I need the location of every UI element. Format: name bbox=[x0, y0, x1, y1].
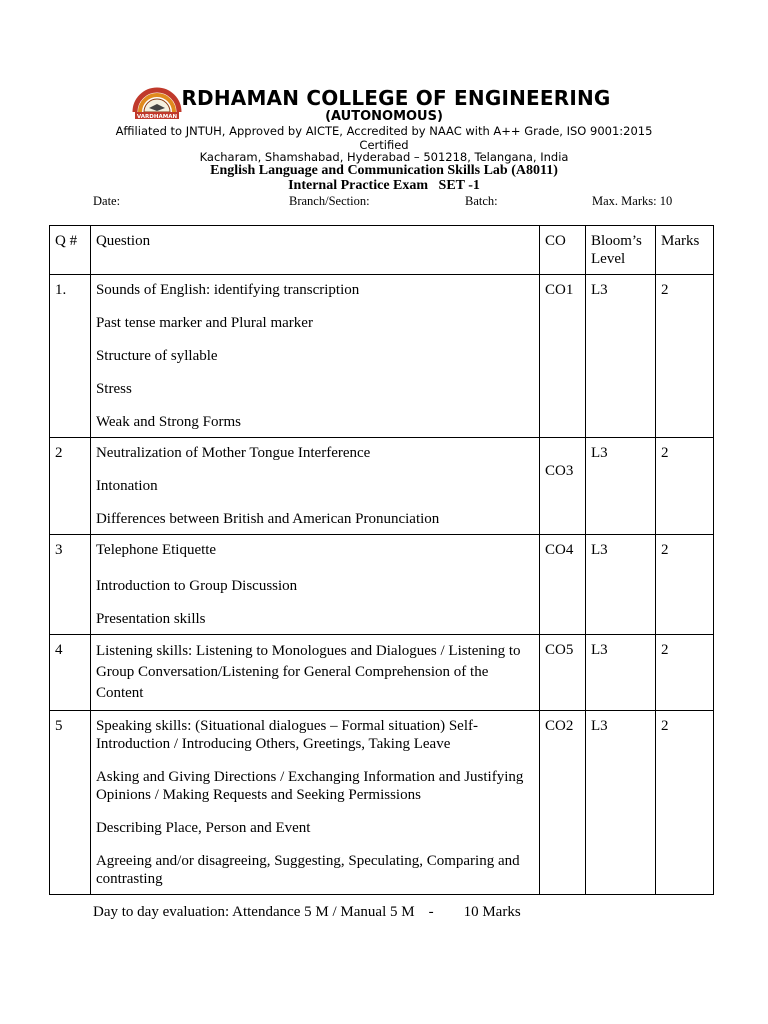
table-row bbox=[50, 635, 714, 711]
topic: Describing Place, Person and Event bbox=[95, 820, 311, 836]
row-number: 3 bbox=[50, 535, 91, 635]
evaluation-text: Day to day evaluation: Attendance 5 M / Manual 5 M bbox=[93, 904, 415, 920]
table-row bbox=[50, 535, 714, 635]
row-marks: 2 bbox=[655, 438, 713, 535]
evaluation-dash: - bbox=[428, 904, 434, 920]
exam-title: Internal Practice Exam SET -1 bbox=[288, 178, 480, 193]
college-name: RDHAMAN COLLEGE OF ENGINEERING bbox=[181, 86, 611, 110]
table-row bbox=[50, 438, 714, 535]
row-question bbox=[90, 275, 539, 438]
row-number: 1. bbox=[50, 275, 91, 438]
question-table bbox=[49, 225, 714, 895]
row-marks: 2 bbox=[655, 711, 713, 895]
topic: Speaking skills: (Situational dialogues – Formal situation) Self-Introduction / Introducing Others, Greetings, Taking Leave bbox=[95, 718, 478, 752]
row-bloom: L3 bbox=[586, 275, 656, 438]
table-header-row bbox=[50, 226, 714, 275]
row-question bbox=[90, 635, 539, 711]
affiliation bbox=[0, 124, 768, 152]
topic: Neutralization of Mother Tongue Interference bbox=[95, 445, 371, 461]
batch-label: Batch: bbox=[465, 194, 498, 208]
row-co: CO1 bbox=[540, 275, 586, 438]
header-q: Q # bbox=[50, 226, 91, 275]
row-question bbox=[90, 711, 539, 895]
topic: Sounds of English: identifying transcription bbox=[95, 282, 360, 298]
row-co: CO5 bbox=[540, 635, 586, 711]
header-question: Question bbox=[90, 226, 539, 275]
topic: Introduction to Group Discussion bbox=[95, 578, 298, 594]
affiliation-line-1: Affiliated to JNTUH, Approved by AICTE, Accredited by NAAC with A++ Grade, ISO 9001:2015 bbox=[115, 124, 653, 138]
row-question bbox=[90, 438, 539, 535]
date-label: Date: bbox=[93, 194, 121, 208]
affiliation-line-2: Certified bbox=[359, 138, 409, 152]
row-co: CO4 bbox=[540, 535, 586, 635]
topic: Listening skills: Listening to Monologues and Dialogues / Listening to Group Conversation/Listening for General Comprehension of the Content bbox=[95, 643, 521, 701]
topic: Structure of syllable bbox=[95, 348, 218, 364]
evaluation-total: 10 Marks bbox=[463, 904, 521, 920]
topic: Intonation bbox=[95, 478, 158, 494]
max-marks-label: Max. Marks: 10 bbox=[592, 194, 673, 208]
topic: Telephone Etiquette bbox=[95, 542, 217, 558]
row-number: 4 bbox=[50, 635, 91, 711]
table-row bbox=[50, 711, 714, 895]
row-marks: 2 bbox=[655, 275, 713, 438]
table-row bbox=[50, 275, 714, 438]
branch-label: Branch/Section: bbox=[289, 194, 370, 208]
row-number: 5 bbox=[50, 711, 91, 895]
header-marks: Marks bbox=[655, 226, 713, 275]
row-number: 2 bbox=[50, 438, 91, 535]
autonomous-label: (AUTONOMOUS) bbox=[325, 109, 443, 124]
topic: Differences between British and American Pronunciation bbox=[95, 511, 440, 527]
topic: Stress bbox=[95, 381, 132, 397]
row-bloom: L3 bbox=[586, 635, 656, 711]
address: Kacharam, Shamshabad, Hyderabad – 501218, Telangana, India bbox=[199, 150, 569, 164]
row-co: CO3 bbox=[540, 438, 586, 535]
topic: Agreeing and/or disagreeing, Suggesting, Speculating, Comparing and contrasting bbox=[95, 853, 520, 887]
topic: Presentation skills bbox=[95, 611, 206, 627]
row-bloom: L3 bbox=[586, 711, 656, 895]
topic: Past tense marker and Plural marker bbox=[95, 315, 313, 331]
row-co: CO2 bbox=[540, 711, 586, 895]
svg-text:VARDHAMAN: VARDHAMAN bbox=[136, 114, 178, 120]
topic: Asking and Giving Directions / Exchanging Information and Justifying Opinions / Making Requests and Seeking Permissions bbox=[95, 769, 524, 803]
header-bloom: Bloom’s Level bbox=[586, 226, 656, 275]
lab-title: English Language and Communication Skills Lab (A8011) bbox=[210, 163, 558, 178]
evaluation-footer bbox=[93, 904, 521, 921]
row-bloom: L3 bbox=[586, 438, 656, 535]
row-marks: 2 bbox=[655, 535, 713, 635]
row-question bbox=[90, 535, 539, 635]
row-bloom: L3 bbox=[586, 535, 656, 635]
topic: Weak and Strong Forms bbox=[95, 414, 241, 430]
row-marks: 2 bbox=[655, 635, 713, 711]
header-co: CO bbox=[540, 226, 586, 275]
